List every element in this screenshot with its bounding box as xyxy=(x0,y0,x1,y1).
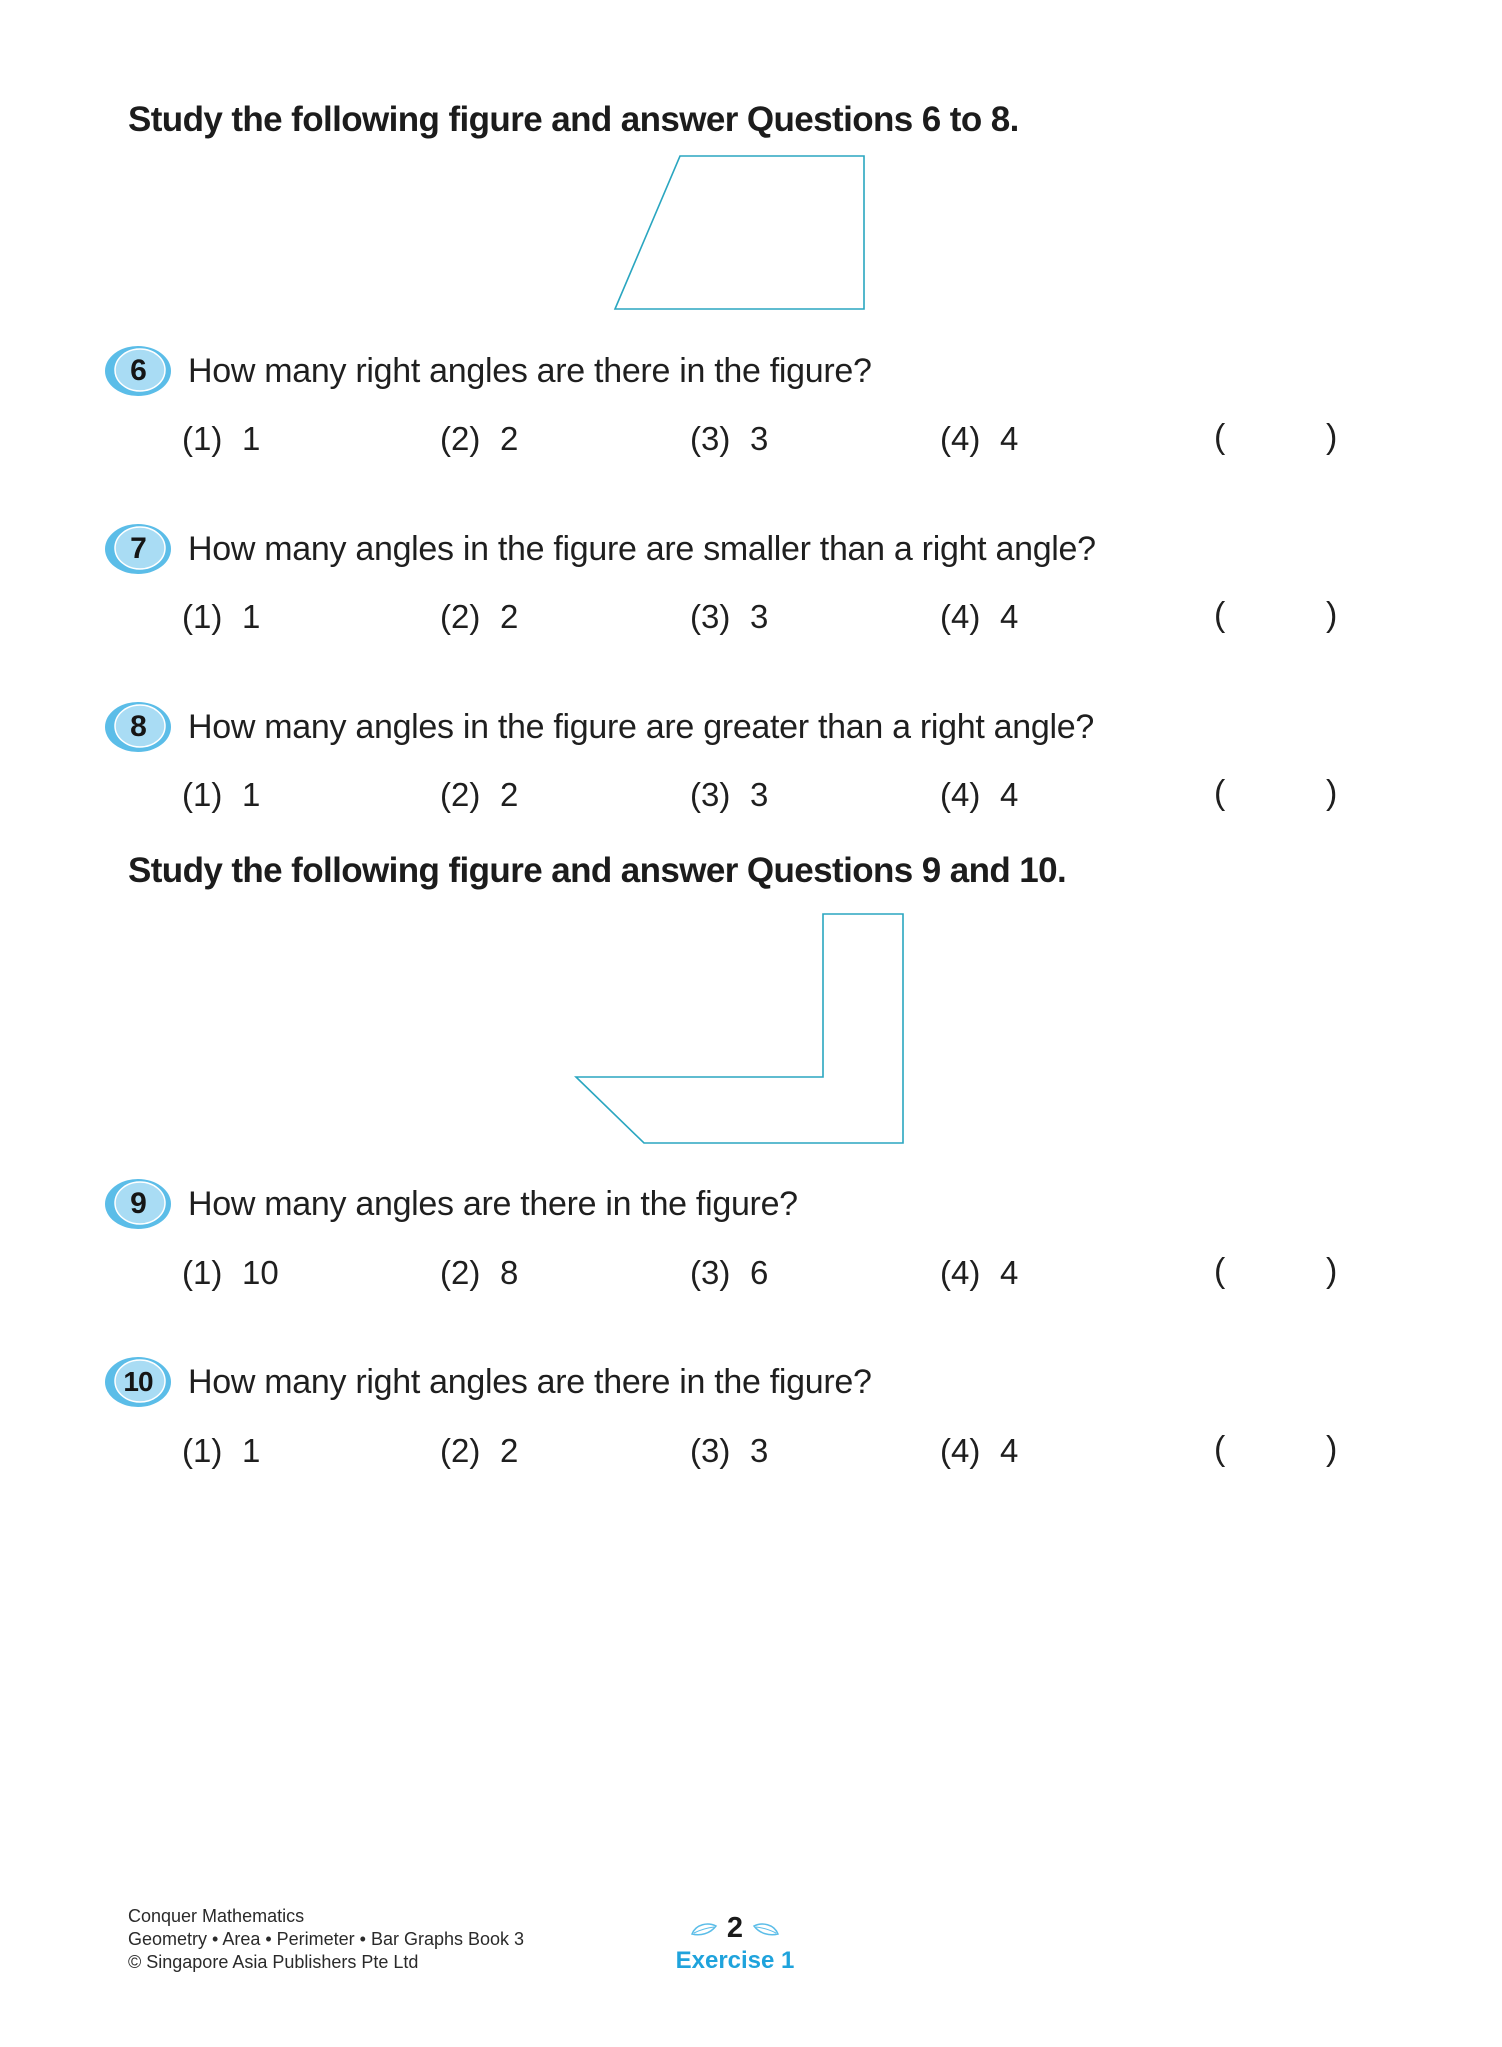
option-3[interactable]: (3) 6 xyxy=(690,1254,769,1291)
question-number-badge xyxy=(104,1177,172,1231)
answer-bracket-open: ( xyxy=(1214,1430,1226,1468)
question-text: How many right angles are there in the figure? xyxy=(188,1363,872,1401)
l-shape-figure xyxy=(576,914,903,1143)
question-number-badge xyxy=(104,522,172,576)
section-heading-q9-10: Study the following figure and answer Questions 9 and 10. xyxy=(128,851,1067,890)
question-text: How many angles in the figure are greater than a right angle? xyxy=(188,708,1094,746)
question-text: How many angles are there in the figure? xyxy=(188,1185,798,1223)
option-3[interactable]: (3) 3 xyxy=(690,776,769,813)
question-number: 9 xyxy=(130,1187,146,1220)
answer-bracket-close: ) xyxy=(1326,596,1338,634)
option-4[interactable]: (4) 4 xyxy=(940,1432,1019,1469)
options-q6 xyxy=(0,418,1502,480)
options-q9 xyxy=(0,1252,1502,1314)
option-1[interactable]: (1) 1 xyxy=(182,420,261,457)
option-4[interactable]: (4) 4 xyxy=(940,420,1019,457)
option-2[interactable]: (2) 8 xyxy=(440,1254,519,1291)
leaf-ornament-right-icon xyxy=(752,1920,780,1938)
footer-book-title: Geometry • Area • Perimeter • Bar Graphs Book 3 xyxy=(128,1929,525,1949)
option-1[interactable]: (1) 1 xyxy=(182,598,261,635)
question-number-badge xyxy=(104,1355,172,1409)
answer-bracket-close: ) xyxy=(1326,418,1338,456)
answer-bracket-open: ( xyxy=(1214,1252,1226,1290)
answer-bracket-open: ( xyxy=(1214,596,1226,634)
options-q8 xyxy=(0,774,1502,836)
answer-bracket-open: ( xyxy=(1214,774,1226,812)
footer-publisher-info xyxy=(128,1905,524,1974)
question-number-badge xyxy=(104,344,172,398)
question-number: 8 xyxy=(130,710,146,743)
option-2[interactable]: (2) 2 xyxy=(440,1432,519,1469)
options-q10 xyxy=(0,1430,1502,1492)
question-number: 10 xyxy=(123,1366,153,1397)
answer-bracket-close: ) xyxy=(1326,774,1338,812)
option-3[interactable]: (3) 3 xyxy=(690,420,769,457)
question-number: 7 xyxy=(130,532,146,565)
option-1[interactable]: (1) 10 xyxy=(182,1254,279,1291)
option-1[interactable]: (1) 1 xyxy=(182,776,261,813)
option-2[interactable]: (2) 2 xyxy=(440,420,519,457)
page-number: 2 xyxy=(726,1912,744,1944)
option-3[interactable]: (3) 3 xyxy=(690,1432,769,1469)
exercise-label: Exercise 1 xyxy=(675,1947,795,1974)
option-4[interactable]: (4) 4 xyxy=(940,598,1019,635)
option-1[interactable]: (1) 1 xyxy=(182,1432,261,1469)
option-4[interactable]: (4) 4 xyxy=(940,1254,1019,1291)
options-q7 xyxy=(0,596,1502,658)
answer-bracket-close: ) xyxy=(1326,1252,1338,1290)
footer-series-title: Conquer Mathematics xyxy=(128,1906,305,1926)
answer-bracket-open: ( xyxy=(1214,418,1226,456)
section-heading-q6-8: Study the following figure and answer Questions 6 to 8. xyxy=(128,100,1019,139)
page-number-block xyxy=(680,1912,790,1944)
footer-copyright: © Singapore Asia Publishers Pte Ltd xyxy=(128,1952,419,1972)
question-text: How many right angles are there in the figure? xyxy=(188,352,872,390)
question-number-badge xyxy=(104,700,172,754)
option-4[interactable]: (4) 4 xyxy=(940,776,1019,813)
answer-bracket-close: ) xyxy=(1326,1430,1338,1468)
option-2[interactable]: (2) 2 xyxy=(440,776,519,813)
option-3[interactable]: (3) 3 xyxy=(690,598,769,635)
question-text: How many angles in the figure are smaller than a right angle? xyxy=(188,530,1096,568)
trapezium-figure xyxy=(615,156,864,309)
question-number: 6 xyxy=(130,354,146,387)
option-2[interactable]: (2) 2 xyxy=(440,598,519,635)
